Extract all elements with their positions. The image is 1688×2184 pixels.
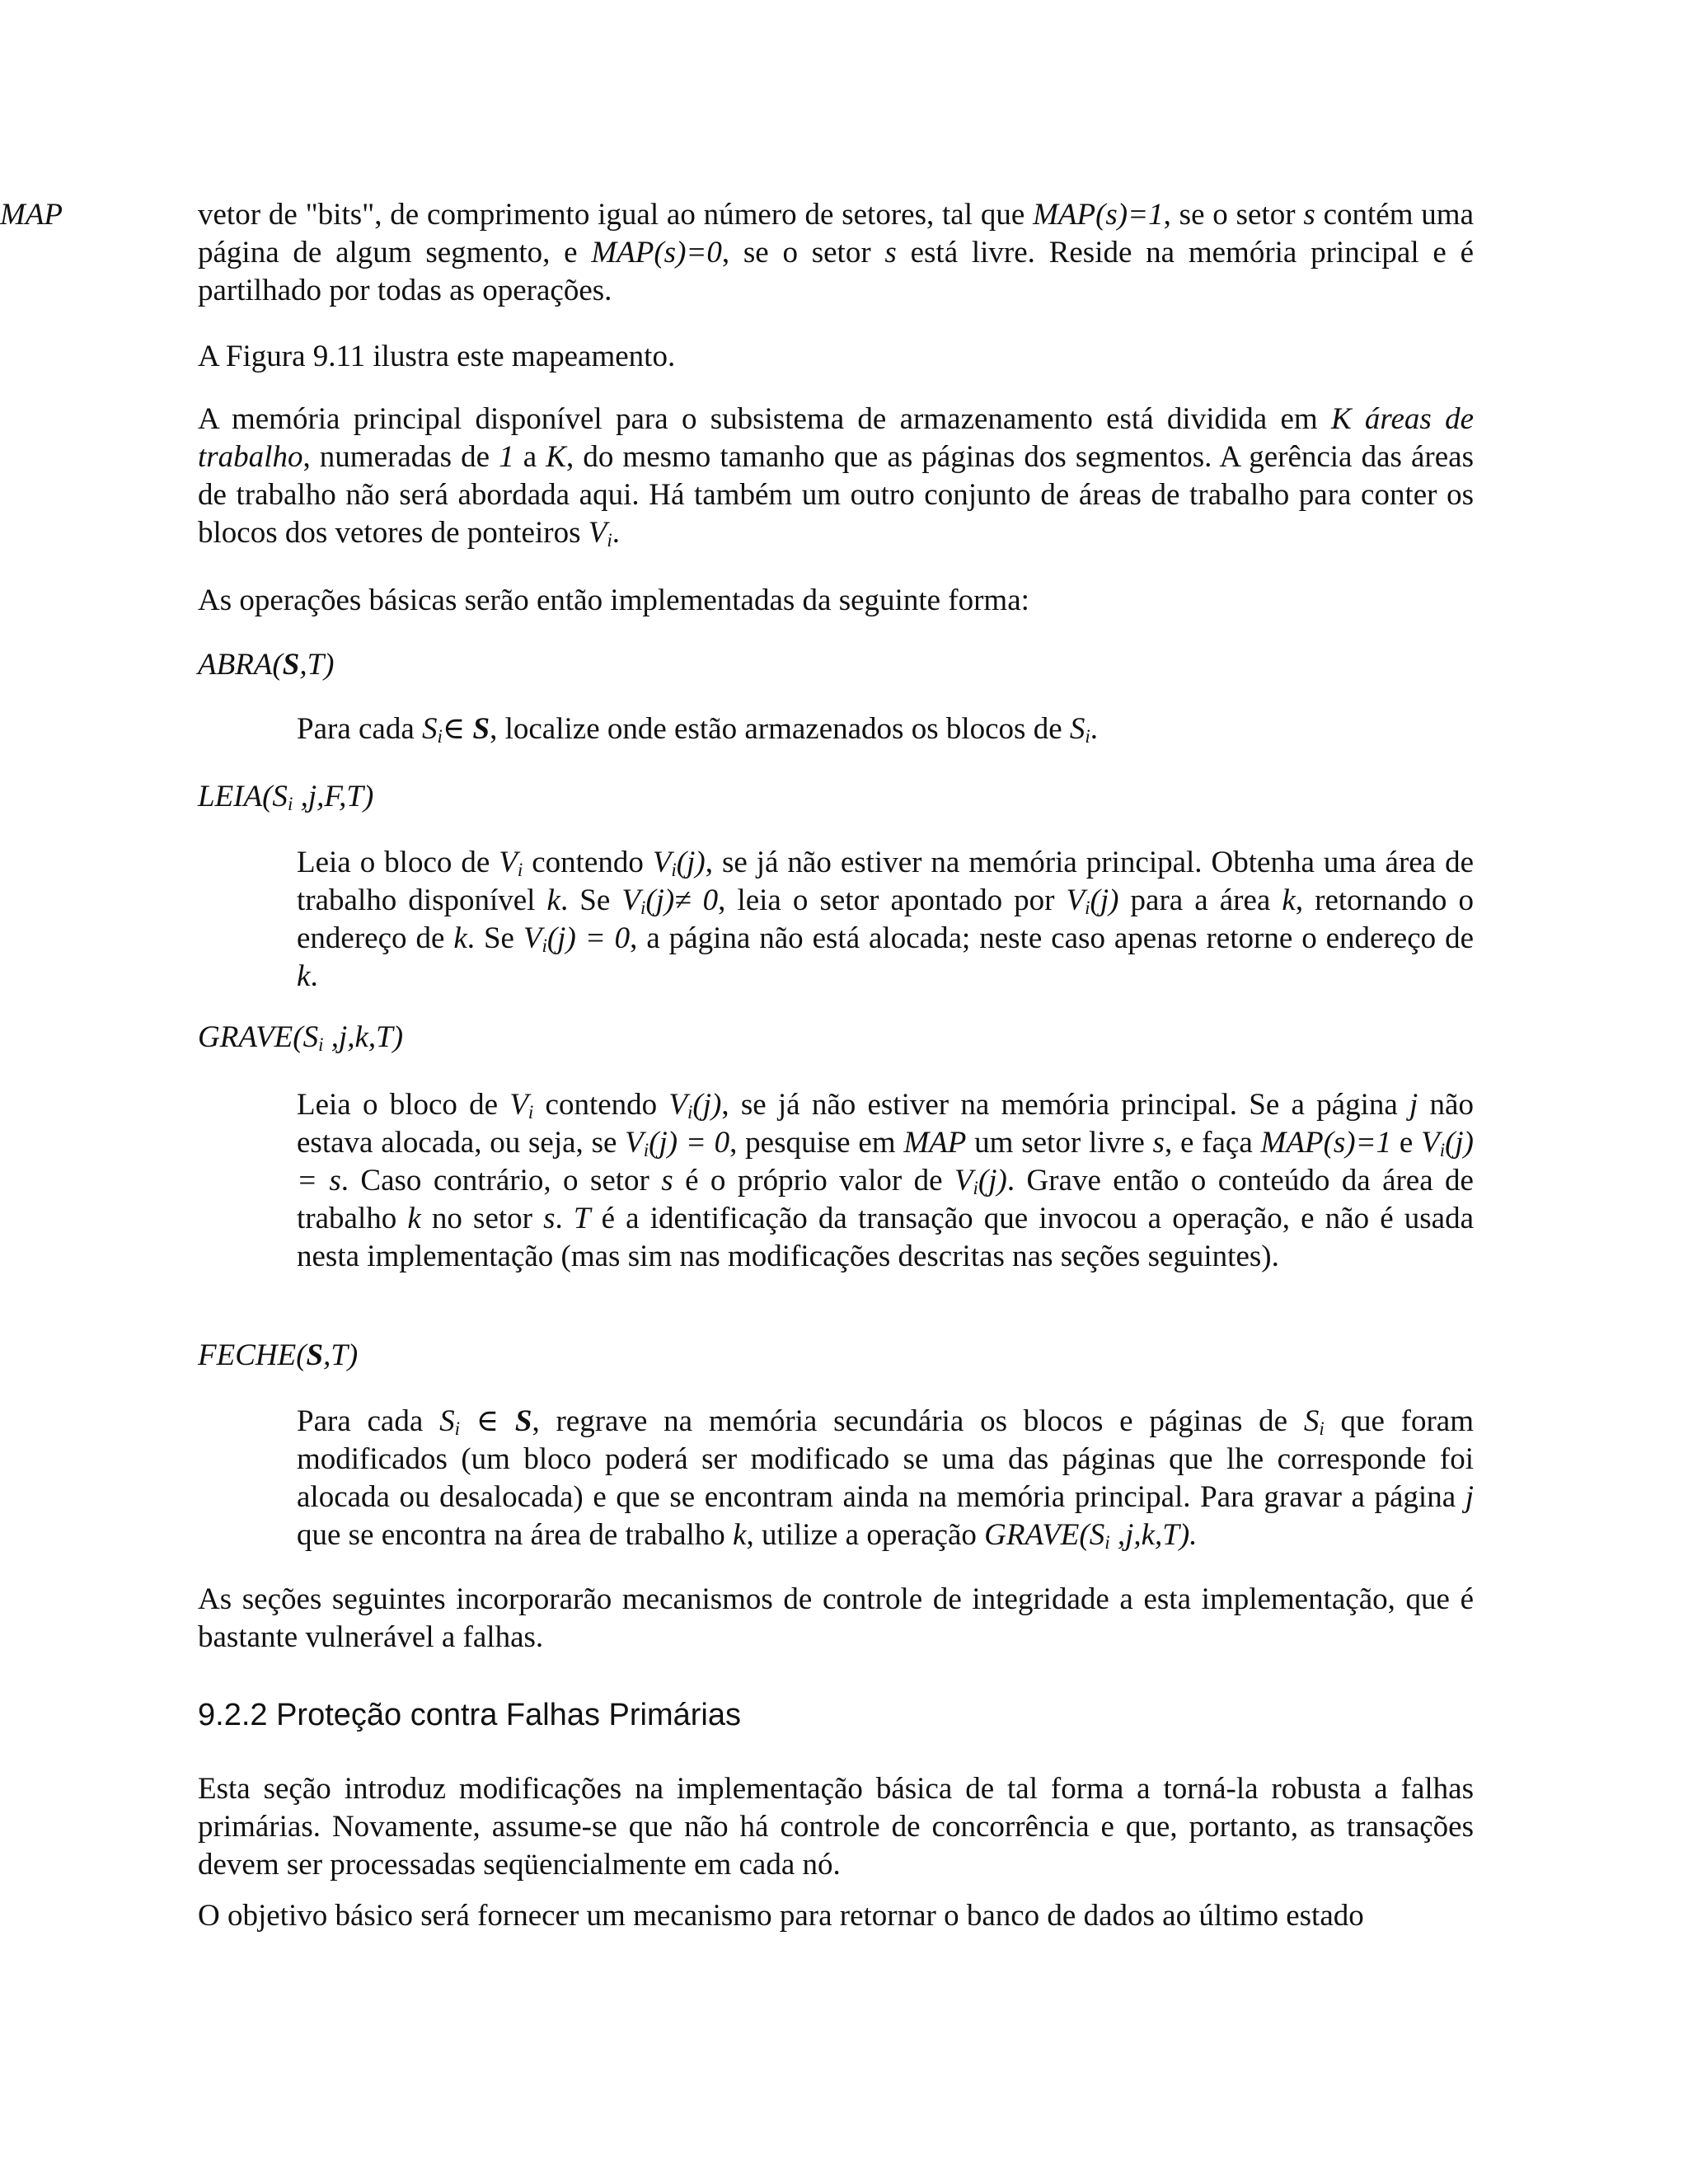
abra-heading: ABRA(S,T)	[198, 648, 335, 682]
figure-reference: A Figura 9.11 ilustra este mapeamento.	[198, 340, 676, 373]
grave-heading: $GRAVE(S_i$ ,j,k,T)	[198, 1020, 404, 1056]
map-definition	[0, 196, 1474, 310]
abra-description: Para cada $S_i\in$ S, localize onde estão armazenados os blocos de $S_i$.	[297, 712, 1098, 748]
section-title: 9.2.2 Proteção contra Falhas Primárias	[198, 1698, 741, 1732]
section-paragraph-1: Esta seção introduz modificações na implementação básica de tal forma a torná-la robusta a falhas primárias. Novamente, assume-se que não há controle de concorrência e que, portanto, as transações devem ser processadas seqüencialmente em cada nó.	[198, 1772, 1474, 1882]
map-term: MAP	[0, 198, 63, 232]
operations-intro: As operações básicas serão então implementadas da seguinte forma:	[198, 583, 1029, 617]
leia-description: Leia o bloco de $V_i$ contendo $V_i(j)$, se já não estiver na memória principal. Obtenha uma área de trabalho disponível k. Se $V_i(j)\ne 0$, leia o setor apontado por $V_i(j)$ para a área k, retornando o endereço de k. Se $V_i(j) = 0$, a página não está alocada; neste caso apenas retorne o endereço de k.	[297, 846, 1475, 993]
feche-description: Para cada $S_i$ ∈ S, regrave na memória secundária os blocos e páginas de $S_i$ que foram modificados (um bloco poderá ser modificado se uma das páginas que lhe corresponde foi alocada ou desalocada) e que se encontram ainda na memória principal. Para gravar a página j que se encontra na área de trabalho k, utilize a operação $GRAVE(S_i$ ,j,k,T).	[297, 1404, 1474, 1554]
memory-paragraph: A memória principal disponível para o subsistema de armazenamento está dividida em K áreas de trabalho, numeradas de 1 a K, do mesmo tamanho que as páginas dos segmentos. A gerência das áreas de trabalho não será abordada aqui. Há também um outro conjunto de áreas de trabalho para conter os blocos dos vetores de ponteiros $V_i$.	[198, 402, 1474, 551]
closing-paragraph: As seções seguintes incorporarão mecanismos de controle de integridade a esta implementação, que é bastante vulnerável a falhas.	[198, 1582, 1474, 1654]
map-description: vetor de "bits", de comprimento igual ao número de setores, tal que MAP(s)=1, se o setor s contém uma página de algum segmento, e MAP(s)=0, se o setor s está livre. Reside na memória principal e é partilhado por todas as operações.	[198, 198, 1474, 307]
grave-description: Leia o bloco de $V_i$ contendo $V_i(j)$, se já não estiver na memória principal. Se a página j não estava alocada, ou seja, se $V_i(j) = 0$, pesquise em MAP um setor livre s, e faça MAP(s)=1 e $V_i(j) = s$. Caso contrário, o setor s é o próprio valor de $V_i(j)$. Grave então o conteúdo da área de trabalho k no setor s. T é a identificação da transação que invocou a operação, e não é usada nesta implementação (mas sim nas modificações descritas nas seções seguintes).	[297, 1088, 1475, 1273]
section-paragraph-2: O objetivo básico será fornecer um mecanismo para retornar o banco de dados ao último estado	[198, 1899, 1364, 1933]
leia-heading: $LEIA(S_i$ ,j,F,T)	[198, 780, 374, 815]
feche-heading: FECHE(S,T)	[198, 1338, 359, 1372]
